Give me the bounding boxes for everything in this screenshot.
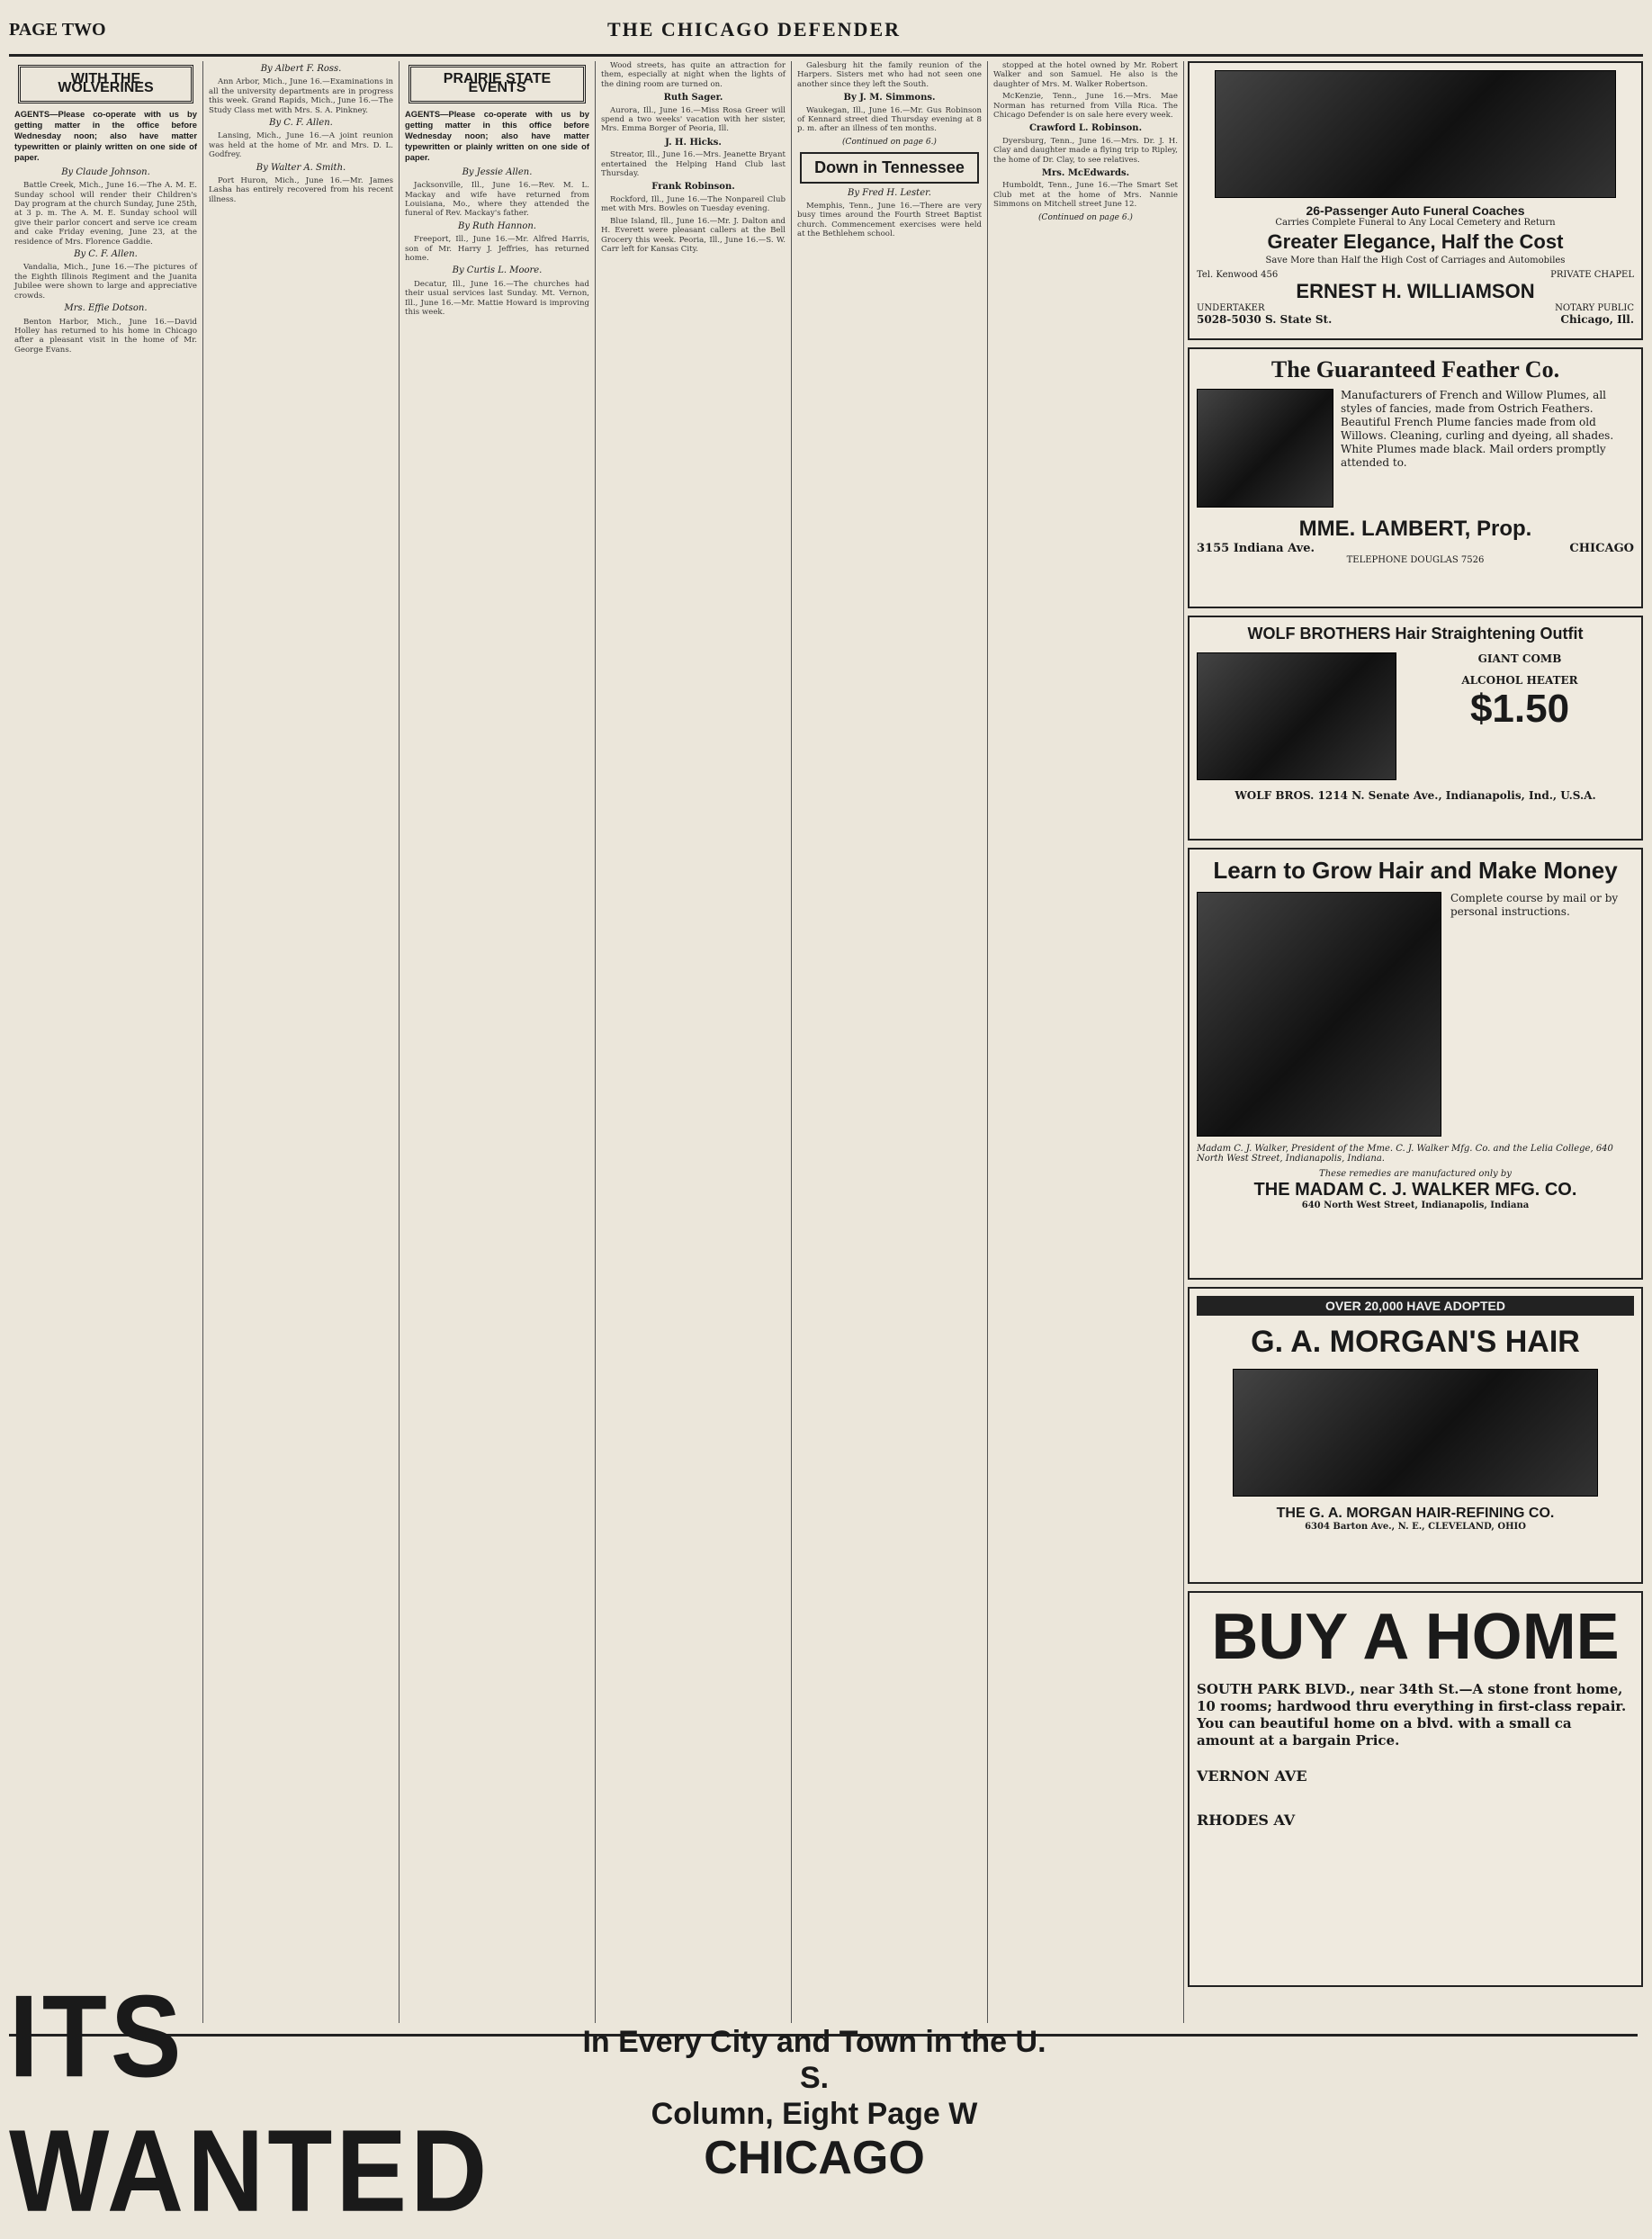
agents-notice: AGENTS—Please co-operate with us by getting matter in this office before Wednesday noon; also have matter typewritten or plainly written on one side of paper. xyxy=(405,108,589,162)
ad-text: UNDERTAKER xyxy=(1197,303,1265,313)
ad-text: VERNON AVE xyxy=(1197,1767,1307,1785)
byline: By Claude Johnson. xyxy=(61,166,150,177)
banner-text xyxy=(567,2024,1062,2184)
article-text: Vandalia, Mich., June 16.—The pictures of the Eighth Illinois Regiment and the Juanita Jubilee were shown to large and appreciative crowds. xyxy=(14,263,197,301)
byline: By Fred H. Lester. xyxy=(848,187,931,198)
banner-line: In Every City and Town in the U. S. xyxy=(582,2025,1046,2095)
advertisements xyxy=(1188,61,1643,2023)
article-text: Lansing, Mich., June 16.—A joint reunion was held at the home of Mr. and Mrs. D. L. Godfrey. xyxy=(209,131,393,160)
comb-image xyxy=(1197,652,1396,780)
hearse-image xyxy=(1215,70,1616,198)
article-text: stopped at the hotel owned by Mr. Robert Walker and son Samuel. He also is the daughter of Mrs. M. Walker Robertson. McKenzie, Tenn., June 16.—Mrs. Mae Norman has returned from Villa Rica. The Chicago Defender is on sale here every week. xyxy=(993,61,1178,121)
before-after-image xyxy=(1233,1369,1598,1497)
ad-text: Complete course by mail or by personal instructions. xyxy=(1450,892,1619,918)
article-text: Decatur, Ill., June 16.—The churches had their usual services last Sunday. Mt. Vernon, Ill., June 16.—Mr. Mattie Howard is improving this week. xyxy=(405,279,589,318)
ad-body xyxy=(1197,652,1634,780)
page-header xyxy=(9,5,1643,57)
article-text: Memphis, Tenn., June 16.—There are very busy times around the Fourth Street Baptist church. Commencement exercises were held at the Bethlehem school. xyxy=(797,202,982,239)
byline: J. H. Hicks. xyxy=(665,137,722,148)
ad-morgan-hair xyxy=(1188,1287,1643,1584)
ad-address: 6304 Barton Ave., N. E., CLEVELAND, OHIO xyxy=(1305,1522,1526,1532)
ad-madam-walker xyxy=(1188,848,1643,1280)
ad-row xyxy=(1197,270,1634,280)
article-text: Freeport, Ill., June 16.—Mr. Alfred Harris, son of Mr. Harry J. Jeffries, has returned home. xyxy=(405,235,589,264)
ad-address: 5028-5030 S. State St. xyxy=(1197,313,1333,326)
ad-headline: BUY A HOME xyxy=(1211,1601,1620,1673)
column-wolverines xyxy=(9,61,203,2023)
byline: Mrs. McEdwards. xyxy=(1041,168,1130,179)
ad-headline: The Guaranteed Feather Co. xyxy=(1270,356,1560,382)
continued-note: (Continued on page 6.) xyxy=(1038,212,1133,222)
article-text: Waukegan, Ill., June 16.—Mr. Gus Robinson of Kennard street died Thursday evening at 8 p. m. after an illness of ten months. xyxy=(797,105,982,134)
agents-notice: AGENTS—Please co-operate with us by getting matter in the office before Wednesday noon; also have matter typewritten or plainly written on one side of paper. xyxy=(14,108,197,162)
byline: By Albert F. Ross. xyxy=(260,64,342,74)
ad-headline: WOLF BROTHERS Hair Straightening Outfit xyxy=(1247,625,1584,643)
hat-image xyxy=(1197,389,1333,508)
ad-name: MME. LAMBERT, Prop. xyxy=(1298,517,1532,541)
banner-line: Column, Eight Page W xyxy=(651,2097,978,2131)
section-title-tennessee: Down in Tennessee xyxy=(800,152,979,183)
ad-address: 640 North West Street, Indianapolis, Indiana xyxy=(1301,1200,1530,1210)
ad-city: Chicago, Ill. xyxy=(1560,313,1634,326)
section-title-wolverines: WITH THE WOLVERINES xyxy=(18,65,193,103)
ad-text: Manufacturers of French and Willow Plumes, all styles of fancies, made from Ostrich Feathers. Beautiful French Plume fancies made from old Willows. Cleaning, curling and dyeing, all shades. White Plumes made black. Mail orders promptly attended to. xyxy=(1341,389,1614,469)
ad-text: RHODES AV xyxy=(1197,1812,1296,1829)
article-text: Jacksonville, Ill., June 16.—Rev. M. L. Mackay and wife have returned from Louisiana, Mo., where they attended the funeral of Rev. Mackay's father. xyxy=(405,181,589,219)
ad-row xyxy=(1197,303,1634,313)
ad-row xyxy=(1197,313,1634,326)
ad-caption: Madam C. J. Walker, President of the Mme. C. J. Walker Mfg. Co. and the Lelia College, 640 North West Street, Indianapolis, Indiana. xyxy=(1197,1144,1613,1164)
bottom-banner xyxy=(9,1971,1638,2237)
article-text: Wood streets, has quite an attraction for them, especially at night when the lights of the dining room are turned on. xyxy=(601,61,786,89)
ad-text: SOUTH PARK BLVD., near 34th St.—A stone front home, 10 rooms; hardwood thru everything in first-class repair. You can beautiful home on a blvd. with a small ca amount at a bargain Price. xyxy=(1197,1681,1627,1749)
ad-feather-co xyxy=(1188,347,1643,608)
ad-text: NOTARY PUBLIC xyxy=(1555,303,1634,313)
ad-price: $1.50 xyxy=(1469,687,1570,731)
banner-line: CHICAGO xyxy=(704,2132,925,2184)
article-text: Benton Harbor, Mich., June 16.—David Holley has returned to his home in Chicago after a pleasant visit in the home of Mr. George Evans. xyxy=(14,317,197,355)
byline: By C. F. Allen. xyxy=(74,249,138,260)
column-illinois-news xyxy=(596,61,792,2023)
article-text: Humboldt, Tenn., June 16.—The Smart Set Club met at the home of Mrs. Nannie Simmons on Mitchell street June 12. xyxy=(993,181,1178,210)
ad-banner: OVER 20,000 HAVE ADOPTED xyxy=(1197,1296,1634,1316)
ad-subhead: Carries Complete Funeral to Any Local Cemetery and Return xyxy=(1275,218,1556,228)
ad-headline: Learn to Grow Hair and Make Money xyxy=(1213,857,1618,884)
ad-city: CHICAGO xyxy=(1569,542,1634,555)
article-text: Port Huron, Mich., June 16.—Mr. James Lasha has entirely recovered from his recent illness. xyxy=(209,176,393,204)
ad-text: GIANT COMB xyxy=(1477,652,1562,665)
article-text: Streator, Ill., June 16.—Mrs. Jeanette Bryant entertained the Helping Hand Club last Thursday. xyxy=(601,150,786,179)
byline: By Jessie Allen. xyxy=(462,166,533,177)
ad-name: ERNEST H. WILLIAMSON xyxy=(1296,280,1535,302)
ad-phone: TELEPHONE DOUGLAS 7526 xyxy=(1346,555,1485,565)
byline: By J. M. Simmons. xyxy=(843,93,936,103)
ad-phone: Tel. Kenwood 456 xyxy=(1197,270,1279,280)
ad-text: Save More than Half the High Cost of Carriages and Automobiles xyxy=(1265,256,1566,265)
ad-headline: G. A. MORGAN'S HAIR xyxy=(1251,1325,1580,1359)
ad-buy-a-home xyxy=(1188,1591,1643,1987)
article-text: Ann Arbor, Mich., June 16.—Examinations in all the university departments are in progress this week. Grand Rapids, Mich., June 16.—The Study Class met with Mrs. S. A. Pinkney. xyxy=(209,77,393,115)
byline: Frank Robinson. xyxy=(651,182,735,193)
column-prairie-state xyxy=(400,61,596,2023)
banner-headline: ITS WANTED xyxy=(9,1971,491,2237)
column-galesburg-tennessee xyxy=(792,61,988,2023)
column-tennessee-news xyxy=(988,61,1184,2023)
banner-blank xyxy=(1062,2046,1638,2163)
portrait-image xyxy=(1197,892,1441,1137)
page-folio: PAGE TWO xyxy=(9,19,106,40)
masthead: THE CHICAGO DEFENDER xyxy=(606,18,902,40)
ad-funeral-coaches xyxy=(1188,61,1643,340)
byline: By Walter A. Smith. xyxy=(256,162,346,173)
ad-company: THE G. A. MORGAN HAIR-REFINING CO. xyxy=(1276,1506,1555,1521)
article-text: Aurora, Ill., June 16.—Miss Rosa Greer will spend a two weeks' vacation with her sister, Mrs. Emma Borger of Peoria, Ill. xyxy=(601,105,786,134)
byline: Mrs. Effie Dotson. xyxy=(64,303,148,314)
ad-text: PRIVATE CHAPEL xyxy=(1550,270,1634,280)
continued-note: (Continued on page 6.) xyxy=(842,137,937,147)
section-title-prairie: PRAIRIE STATE EVENTS xyxy=(409,65,586,103)
ad-address: WOLF BROS. 1214 N. Senate Ave., Indianapolis, Ind., U.S.A. xyxy=(1235,789,1596,802)
article-text: Battle Creek, Mich., June 16.—The A. M. E. Sunday school will render their Children's Day program at the church Sunday, June 25th, at 3 p. m. The A. M. E. Sunday school will give their parlor concert and serve ice cream and cake Friday evening, June 23, at the residence of Mrs. Florence Gaddie. xyxy=(14,181,197,247)
article-text: Rockford, Ill., June 16.—The Nonpareil Club met with Mrs. Bowles on Tuesday evening. Blue Island, Ill., June 16.—Mr. J. Dalton and H. Everett were pleasant callers at the Bell Grocery this week. Peoria, Ill., June 16.—S. W. Carr left for Kansas City. xyxy=(601,194,786,254)
ad-body xyxy=(1197,389,1634,508)
ad-row xyxy=(1197,542,1634,555)
byline: Ruth Sager. xyxy=(663,93,723,103)
byline: By Ruth Hannon. xyxy=(458,220,536,231)
ad-address: 3155 Indiana Ave. xyxy=(1197,542,1315,555)
ad-wolf-brothers xyxy=(1188,616,1643,841)
column-wolverines-continued xyxy=(203,61,400,2023)
ad-headline: 26-Passenger Auto Funeral Coaches xyxy=(1306,203,1525,218)
article-text: Dyersburg, Tenn., June 16.—Mrs. Dr. J. H. Clay and daughter made a flying trip to Ripley, the home of Dr. Clay, to see relatives. xyxy=(993,136,1178,165)
ad-body xyxy=(1197,892,1634,1137)
ad-headline: Greater Elegance, Half the Cost xyxy=(1267,230,1564,253)
ad-company: THE MADAM C. J. WALKER MFG. CO. xyxy=(1253,1180,1577,1200)
byline: Crawford L. Robinson. xyxy=(1028,123,1143,134)
ad-text: ALCOHOL HEATER xyxy=(1461,674,1578,687)
article-text: Galesburg hit the family reunion of the Harpers. Sisters met who had not seen one another since they left the South. xyxy=(797,61,982,89)
ad-details xyxy=(1405,652,1634,780)
ad-text: These remedies are manufactured only by xyxy=(1319,1169,1512,1179)
byline: By C. F. Allen. xyxy=(269,118,333,129)
byline: By Curtis L. Moore. xyxy=(452,265,543,276)
